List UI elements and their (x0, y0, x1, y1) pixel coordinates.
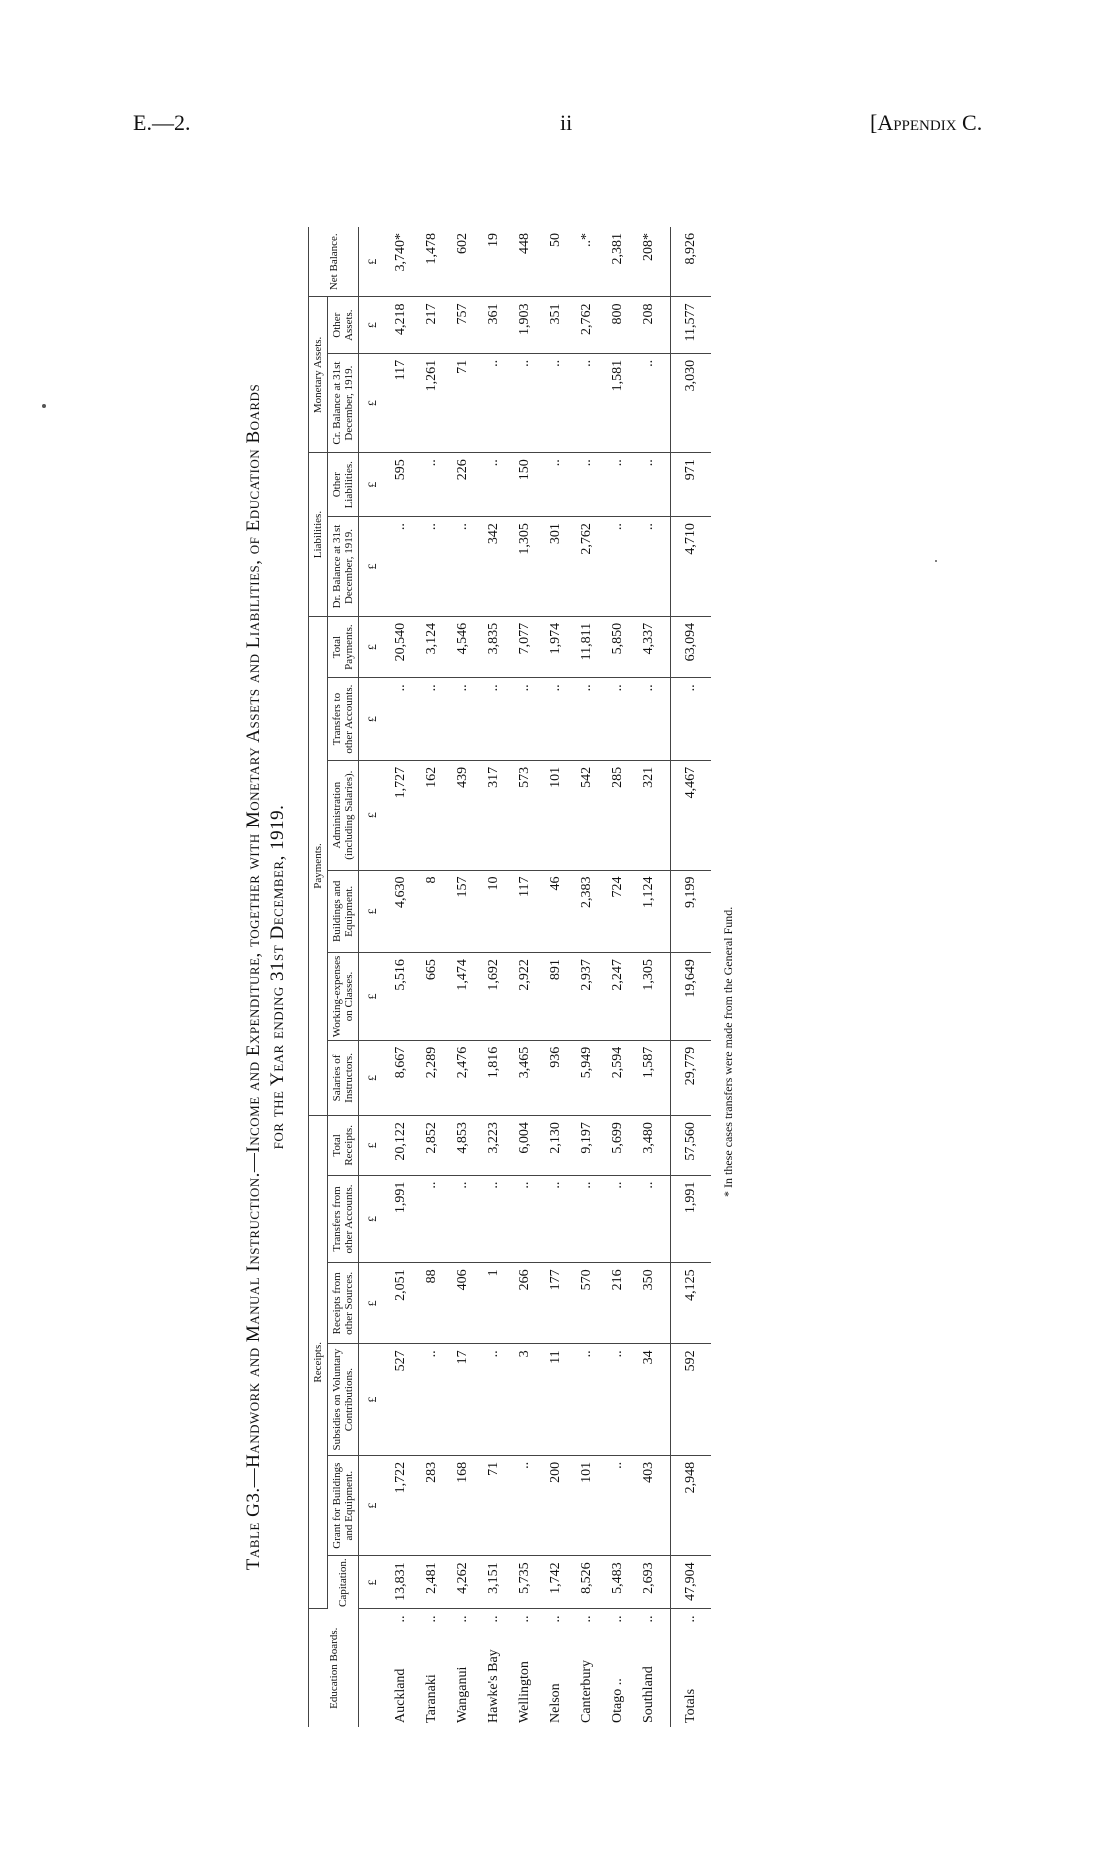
value-cell: 11,577 (671, 297, 712, 353)
value-cell: 1,305 (509, 517, 540, 617)
value-cell: 6,004 (509, 1116, 540, 1176)
value-cell: 4,262 (447, 1556, 478, 1609)
value-cell: 4,125 (671, 1263, 712, 1344)
column-header: Other Assets. (328, 297, 359, 353)
value-cell: 5,949 (571, 1040, 602, 1115)
value-cell: 595 (385, 453, 416, 517)
value-cell: 1,903 (509, 297, 540, 353)
unit-cell: £ (359, 227, 386, 297)
column-header: Capitation. (328, 1556, 359, 1609)
value-cell: 2,130 (540, 1116, 571, 1176)
value-cell: .. (602, 1455, 633, 1556)
value-cell: 570 (571, 1263, 602, 1344)
table-row (447, 227, 478, 1727)
net-balance-cell: 2,381 (602, 227, 633, 297)
leader-dots: .. (547, 1615, 563, 1623)
net-balance-header: Net Balance. (309, 227, 359, 297)
unit-cell: £ (359, 1263, 386, 1344)
leader-dots: .. (454, 1615, 470, 1623)
board-name: Southland (640, 1666, 656, 1723)
leader-dots: .. (485, 1615, 501, 1623)
value-cell: .. (416, 1344, 447, 1456)
value-cell: 2,476 (447, 1040, 478, 1115)
value-cell: 4,546 (447, 616, 478, 678)
leader-dots: .. (516, 1615, 532, 1623)
value-cell: 592 (671, 1344, 712, 1456)
value-cell: 71 (447, 353, 478, 452)
value-cell: 724 (602, 870, 633, 953)
leader-dots: .. (392, 1615, 408, 1623)
board-name-cell (447, 1609, 478, 1727)
unit-cell: £ (359, 616, 386, 678)
value-cell: .. (633, 678, 671, 760)
value-cell: .. (416, 517, 447, 617)
table-row (571, 227, 602, 1727)
table-title: Table G3.—Handwork and Manual Instruction.—Income and Expenditure, together with Monetary Assets and Liabilities, of Education Boards (243, 383, 264, 1571)
value-cell: 283 (416, 1455, 447, 1556)
leader-dots: .. (609, 1615, 625, 1623)
value-cell: .. (571, 678, 602, 760)
value-cell: 971 (671, 453, 712, 517)
value-cell: 168 (447, 1455, 478, 1556)
value-cell: 5,699 (602, 1116, 633, 1176)
header-appendix: [Appendix C. (870, 110, 983, 135)
value-cell: .. (571, 1344, 602, 1456)
value-cell: 150 (509, 453, 540, 517)
board-name-cell (385, 1609, 416, 1727)
unit-cell: £ (359, 453, 386, 517)
value-cell: 71 (478, 1455, 509, 1556)
value-cell: 1,692 (478, 953, 509, 1041)
net-balance-cell: 50 (540, 227, 571, 297)
value-cell: 1,722 (385, 1455, 416, 1556)
table-row (385, 227, 416, 1727)
value-cell: 216 (602, 1263, 633, 1344)
receipts-group-header: Receipts. (309, 1116, 328, 1609)
board-name: Auckland (392, 1668, 408, 1723)
value-cell: .. (571, 453, 602, 517)
board-name: Wellington (516, 1661, 532, 1723)
value-cell: 1,474 (447, 953, 478, 1041)
value-cell: 3 (509, 1344, 540, 1456)
value-cell: .. (447, 517, 478, 617)
value-cell: 3,124 (416, 616, 447, 678)
value-cell: 573 (509, 760, 540, 870)
net-balance-cell: 208* (633, 227, 671, 297)
value-cell: 1,742 (540, 1556, 571, 1609)
value-cell: .. (540, 1175, 571, 1263)
value-cell: 361 (478, 297, 509, 353)
value-cell: 10 (478, 870, 509, 953)
value-cell: 2,383 (571, 870, 602, 953)
value-cell: 350 (633, 1263, 671, 1344)
column-header: Salaries of Instructors. (328, 1040, 359, 1115)
header-document-code: E.—2. (133, 110, 191, 135)
value-cell: 266 (509, 1263, 540, 1344)
value-cell: 46 (540, 870, 571, 953)
net-balance-cell: ..* (571, 227, 602, 297)
value-cell: .. (540, 353, 571, 452)
value-cell: .. (478, 678, 509, 760)
unit-cell: £ (359, 1556, 386, 1609)
value-cell: 34 (633, 1344, 671, 1456)
column-header: Working-expenses on Classes. (328, 953, 359, 1041)
value-cell: .. (447, 1175, 478, 1263)
value-cell: 1,991 (671, 1175, 712, 1263)
value-cell: 88 (416, 1263, 447, 1344)
value-cell: 3,465 (509, 1040, 540, 1115)
value-cell: 1,974 (540, 616, 571, 678)
value-cell: 57,560 (671, 1116, 712, 1176)
value-cell: .. (478, 1344, 509, 1456)
value-cell: .. (478, 1175, 509, 1263)
column-header: Cr. Balance at 31st December, 1919. (328, 353, 359, 452)
value-cell: .. (385, 678, 416, 760)
value-cell: 117 (509, 870, 540, 953)
value-cell: 5,483 (602, 1556, 633, 1609)
value-cell: .. (540, 678, 571, 760)
table-row (633, 227, 671, 1727)
value-cell: .. (509, 1455, 540, 1556)
value-cell: .. (571, 1175, 602, 1263)
column-header: Transfers from other Accounts. (328, 1175, 359, 1263)
board-name: Totals (683, 1688, 698, 1723)
value-cell: 936 (540, 1040, 571, 1115)
board-name: Taranaki (423, 1674, 439, 1723)
value-cell: 2,594 (602, 1040, 633, 1115)
table-row (671, 227, 712, 1727)
net-balance-cell: 19 (478, 227, 509, 297)
leader-dots: .. (640, 1615, 656, 1623)
value-cell: .. (602, 678, 633, 760)
value-cell: 20,122 (385, 1116, 416, 1176)
value-cell: .. (633, 453, 671, 517)
board-name: Otago .. (609, 1678, 625, 1723)
column-header: Receipts from other Sources. (328, 1263, 359, 1344)
value-cell: 4,467 (671, 760, 712, 870)
value-cell: 101 (540, 760, 571, 870)
net-balance-cell: 602 (447, 227, 478, 297)
value-cell: 8 (416, 870, 447, 953)
value-cell: 3,151 (478, 1556, 509, 1609)
table-body (359, 227, 712, 1727)
payments-group-header: Payments. (309, 616, 328, 1115)
value-cell: 13,831 (385, 1556, 416, 1609)
value-cell: 406 (447, 1263, 478, 1344)
value-cell: .. (385, 517, 416, 617)
value-cell: 665 (416, 953, 447, 1041)
value-cell: 17 (447, 1344, 478, 1456)
value-cell: 9,197 (571, 1116, 602, 1176)
value-cell: 527 (385, 1344, 416, 1456)
value-cell: 342 (478, 517, 509, 617)
value-cell: .. (602, 517, 633, 617)
value-cell: .. (478, 353, 509, 452)
value-cell: .. (602, 453, 633, 517)
value-cell: 208 (633, 297, 671, 353)
unit-cell: £ (359, 1116, 386, 1176)
unit-cell: £ (359, 678, 386, 760)
value-cell: 9,199 (671, 870, 712, 953)
value-cell: 3,480 (633, 1116, 671, 1176)
board-name-cell (602, 1609, 633, 1727)
boards-column-header: Education Boards. (309, 1609, 359, 1727)
header-page-number: ii (560, 110, 573, 135)
value-cell: 2,481 (416, 1556, 447, 1609)
net-balance-cell: 8,926 (671, 227, 712, 297)
value-cell: .. (509, 353, 540, 452)
board-name: Hawke's Bay (485, 1649, 501, 1723)
board-name-cell (416, 1609, 447, 1727)
value-cell: 2,762 (571, 517, 602, 617)
table-row (509, 227, 540, 1727)
liabilities-group-header: Liabilities. (309, 453, 328, 617)
board-name-cell (540, 1609, 571, 1727)
value-cell: 1,124 (633, 870, 671, 953)
column-header: Other Liabilities. (328, 453, 359, 517)
value-cell: 2,937 (571, 953, 602, 1041)
table-row (602, 227, 633, 1727)
unit-cell: £ (359, 353, 386, 452)
value-cell: 8,667 (385, 1040, 416, 1115)
value-cell: 11,811 (571, 616, 602, 678)
value-cell: 2,852 (416, 1116, 447, 1176)
value-cell: 2,693 (633, 1556, 671, 1609)
value-cell: 177 (540, 1263, 571, 1344)
unit-cell: £ (359, 297, 386, 353)
net-balance-cell: 448 (509, 227, 540, 297)
value-cell: .. (416, 678, 447, 760)
value-cell: 5,516 (385, 953, 416, 1041)
speck-mark (935, 560, 937, 562)
value-cell: .. (509, 678, 540, 760)
column-header-row (328, 227, 359, 1727)
units-blank-cell (359, 1609, 386, 1727)
value-cell: 217 (416, 297, 447, 353)
unit-cell: £ (359, 953, 386, 1041)
column-header: Transfers to other Accounts. (328, 678, 359, 760)
value-cell: 317 (478, 760, 509, 870)
value-cell: .. (671, 678, 712, 760)
value-cell: .. (509, 1175, 540, 1263)
value-cell: 3,835 (478, 616, 509, 678)
value-cell: 63,094 (671, 616, 712, 678)
column-header: Total Receipts. (328, 1116, 359, 1176)
unit-cell: £ (359, 760, 386, 870)
column-header: Subsidies on Voluntary Contributions. (328, 1344, 359, 1456)
value-cell: 403 (633, 1455, 671, 1556)
value-cell: 4,337 (633, 616, 671, 678)
board-name-cell (633, 1609, 671, 1727)
value-cell: .. (416, 453, 447, 517)
value-cell: .. (633, 353, 671, 452)
unit-cell: £ (359, 870, 386, 953)
board-name-cell (509, 1609, 540, 1727)
value-cell: 4,710 (671, 517, 712, 617)
column-header: Total Payments. (328, 616, 359, 678)
value-cell: 19,649 (671, 953, 712, 1041)
value-cell: 4,853 (447, 1116, 478, 1176)
value-cell: 1,587 (633, 1040, 671, 1115)
table-subtitle: for the Year ending 31st December, 1919. (267, 804, 288, 1150)
board-name: Wanganui (454, 1666, 470, 1723)
value-cell: 11 (540, 1344, 571, 1456)
value-cell: 1,991 (385, 1175, 416, 1263)
value-cell: 757 (447, 297, 478, 353)
speck-mark (42, 404, 46, 408)
value-cell: .. (540, 453, 571, 517)
net-balance-cell: 3,740* (385, 227, 416, 297)
value-cell: 8,526 (571, 1556, 602, 1609)
value-cell: 1,581 (602, 353, 633, 452)
board-name: Nelson (547, 1683, 563, 1723)
value-cell: 2,762 (571, 297, 602, 353)
value-cell: 1,261 (416, 353, 447, 452)
value-cell: 5,735 (509, 1556, 540, 1609)
board-name-cell (571, 1609, 602, 1727)
value-cell: 285 (602, 760, 633, 870)
board-name-cell (478, 1609, 509, 1727)
leader-dots: .. (423, 1615, 439, 1623)
value-cell: 321 (633, 760, 671, 870)
column-header: Buildings and Equipment. (328, 870, 359, 953)
column-header: Administration (including Salaries). (328, 760, 359, 870)
leader-dots: .. (578, 1615, 594, 1623)
value-cell: 1 (478, 1263, 509, 1344)
value-cell: 5,850 (602, 616, 633, 678)
value-cell: 2,051 (385, 1263, 416, 1344)
value-cell: 2,922 (509, 953, 540, 1041)
value-cell: 7,077 (509, 616, 540, 678)
units-row (359, 227, 386, 1727)
value-cell: 29,779 (671, 1040, 712, 1115)
unit-cell: £ (359, 1040, 386, 1115)
value-cell: .. (633, 1175, 671, 1263)
column-header: Dr. Balance at 31st December, 1919. (328, 517, 359, 617)
value-cell: .. (602, 1175, 633, 1263)
value-cell: 3,223 (478, 1116, 509, 1176)
value-cell: 117 (385, 353, 416, 452)
net-balance-cell: 1,478 (416, 227, 447, 297)
value-cell: .. (633, 517, 671, 617)
value-cell: 101 (571, 1455, 602, 1556)
value-cell: .. (416, 1175, 447, 1263)
value-cell: 4,218 (385, 297, 416, 353)
value-cell: 2,948 (671, 1455, 712, 1556)
unit-cell: £ (359, 1455, 386, 1556)
value-cell: 800 (602, 297, 633, 353)
unit-cell: £ (359, 517, 386, 617)
value-cell: 301 (540, 517, 571, 617)
table-row (540, 227, 571, 1727)
board-name-cell (671, 1609, 712, 1727)
leader-dots: .. (683, 1615, 698, 1623)
value-cell: 20,540 (385, 616, 416, 678)
value-cell: .. (447, 678, 478, 760)
assets-group-header: Monetary Assets. (309, 297, 328, 453)
value-cell: 226 (447, 453, 478, 517)
value-cell: 157 (447, 870, 478, 953)
board-name: Canterbury (578, 1660, 594, 1723)
value-cell: 1,727 (385, 760, 416, 870)
value-cell: 47,904 (671, 1556, 712, 1609)
table-row (478, 227, 509, 1727)
value-cell: 351 (540, 297, 571, 353)
value-cell: 162 (416, 760, 447, 870)
table-row (416, 227, 447, 1727)
value-cell: 891 (540, 953, 571, 1041)
value-cell: 542 (571, 760, 602, 870)
value-cell: 1,305 (633, 953, 671, 1041)
value-cell: 4,630 (385, 870, 416, 953)
value-cell: .. (571, 353, 602, 452)
unit-cell: £ (359, 1344, 386, 1456)
value-cell: 2,289 (416, 1040, 447, 1115)
column-header: Grant for Buildings and Equipment. (328, 1455, 359, 1556)
value-cell: 1,816 (478, 1040, 509, 1115)
value-cell: 200 (540, 1455, 571, 1556)
table-footnote: * In these cases transfers were made from the General Fund. (721, 906, 735, 1197)
value-cell: .. (478, 453, 509, 517)
income-expenditure-table (308, 227, 711, 1727)
unit-cell: £ (359, 1175, 386, 1263)
value-cell: 2,247 (602, 953, 633, 1041)
rotated-table-block (232, 197, 882, 1757)
value-cell: 3,030 (671, 353, 712, 452)
value-cell: .. (602, 1344, 633, 1456)
value-cell: 439 (447, 760, 478, 870)
